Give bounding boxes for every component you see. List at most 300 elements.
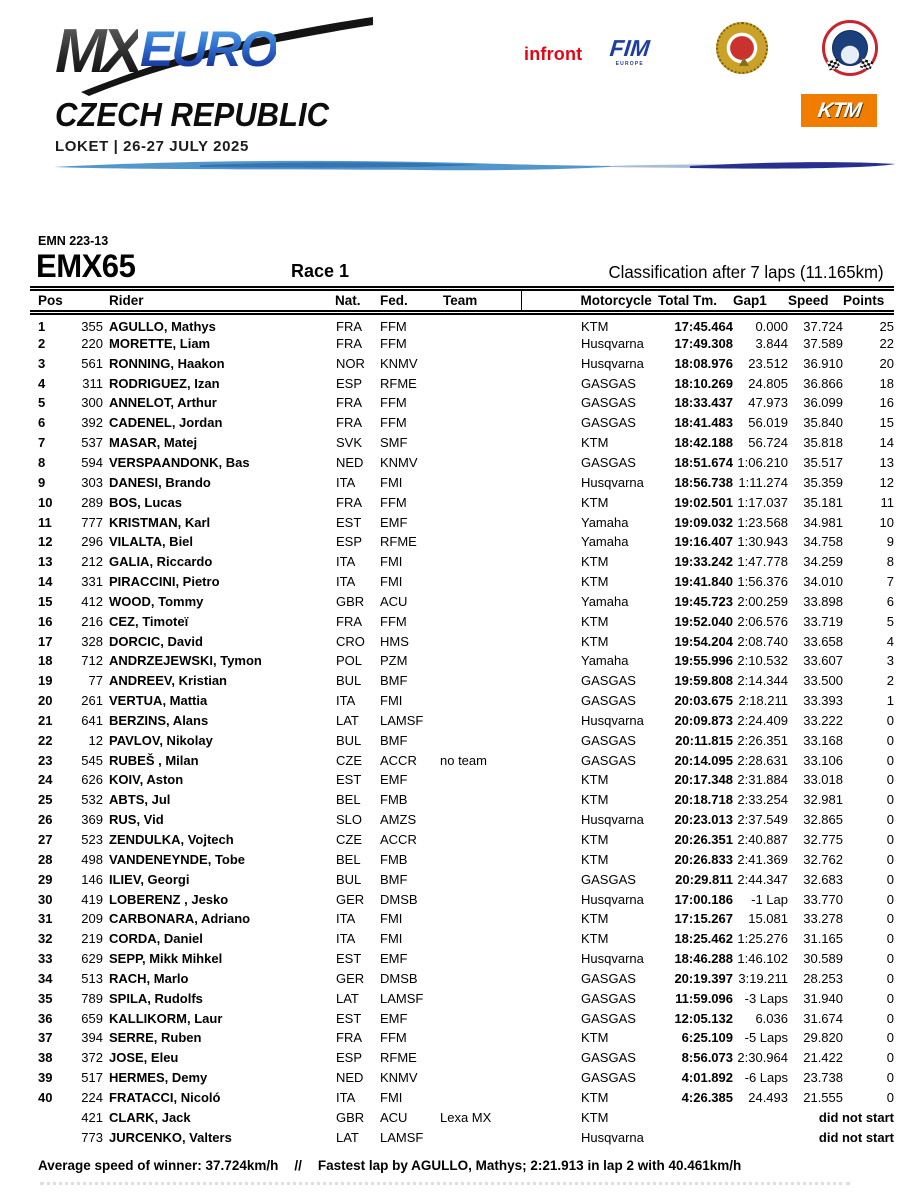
ktm-logo-text: KTM bbox=[816, 98, 862, 122]
table-row bbox=[30, 592, 894, 612]
fim-logo-text: FIM bbox=[608, 35, 651, 61]
cell-nat: EST bbox=[336, 772, 362, 788]
cell-num: 629 bbox=[81, 951, 103, 967]
table-row bbox=[30, 313, 894, 335]
cell-nat: BEL bbox=[336, 851, 361, 867]
cell-nat: EST bbox=[336, 1010, 362, 1026]
ktm-logo bbox=[801, 94, 877, 127]
cell-gap: 2:31.884 bbox=[737, 772, 788, 788]
cell-team bbox=[432, 850, 521, 870]
cell-gap: 56.724 bbox=[748, 435, 788, 451]
cell-pos: 32 bbox=[38, 931, 53, 947]
cell-nat: NOR bbox=[336, 355, 365, 371]
table-row bbox=[30, 691, 894, 711]
cell-pos: 31 bbox=[38, 911, 53, 927]
cell-pts: 6 bbox=[886, 593, 894, 609]
cell-gap: 2:40.887 bbox=[737, 832, 788, 848]
cell-total: 20:17.348 bbox=[674, 772, 733, 788]
cell-pts: 0 bbox=[886, 712, 894, 728]
cell-fed: LAMSF bbox=[380, 1129, 424, 1145]
cell-moto: GASGAS bbox=[581, 395, 636, 411]
mxeuro-logo bbox=[55, 16, 415, 94]
cell-pos: 30 bbox=[38, 891, 53, 907]
cell-total: 20:19.397 bbox=[674, 970, 733, 986]
cell-pts: 0 bbox=[886, 812, 894, 828]
cell-num: 12 bbox=[88, 732, 103, 748]
cell-pts: 3 bbox=[886, 653, 894, 669]
cell-pts: 0 bbox=[886, 931, 894, 947]
cell-team bbox=[432, 612, 521, 632]
did-not-start-label: did not start bbox=[818, 1129, 894, 1145]
cell-total: 19:16.407 bbox=[674, 534, 733, 550]
cell-moto: KTM bbox=[581, 435, 609, 451]
cell-num: 523 bbox=[81, 832, 103, 848]
cell-total: 19:59.808 bbox=[674, 673, 733, 689]
cell-total: 19:09.032 bbox=[674, 514, 733, 530]
cell-num: 498 bbox=[81, 851, 103, 867]
cell-speed: 36.866 bbox=[803, 375, 843, 391]
cell-pos: 39 bbox=[38, 1070, 53, 1086]
cell-pts: 0 bbox=[886, 732, 894, 748]
cell-pos: 35 bbox=[38, 990, 53, 1006]
cell-num: 311 bbox=[82, 375, 103, 391]
cell-team bbox=[432, 1088, 521, 1108]
cell-moto: KTM bbox=[581, 1089, 609, 1105]
cell-moto: GASGAS bbox=[581, 990, 636, 1006]
cell-speed: 33.607 bbox=[803, 653, 843, 669]
cell-num: 412 bbox=[81, 593, 103, 609]
cell-pts: 0 bbox=[886, 832, 894, 848]
cell-pts: 9 bbox=[886, 534, 894, 550]
cell-speed: 28.253 bbox=[803, 970, 843, 986]
cell-nat: GBR bbox=[336, 593, 365, 609]
cell-team bbox=[432, 493, 521, 513]
cell-nat: ESP bbox=[336, 375, 363, 391]
cell-total: 18:10.269 bbox=[674, 375, 733, 391]
table-row bbox=[30, 354, 894, 374]
cell-total: 20:29.811 bbox=[675, 871, 733, 887]
table-row bbox=[30, 1128, 894, 1148]
cell-pts: 15 bbox=[879, 415, 894, 431]
cell-fed: FFM bbox=[380, 395, 407, 411]
cell-total: 20:26.351 bbox=[674, 832, 733, 848]
cell-speed: 29.820 bbox=[803, 1030, 843, 1046]
cell-moto: KTM bbox=[581, 772, 609, 788]
cell-speed: 34.981 bbox=[803, 514, 843, 530]
cell-team bbox=[432, 592, 521, 612]
cell-speed: 35.517 bbox=[803, 454, 843, 470]
cell-nat: ITA bbox=[336, 554, 356, 570]
cell-team bbox=[432, 771, 521, 791]
cell-moto: GASGAS bbox=[581, 673, 636, 689]
cell-nat: CZE bbox=[336, 832, 362, 848]
cell-pos: 19 bbox=[38, 673, 53, 689]
cell-total: 19:41.840 bbox=[674, 574, 733, 590]
cell-fed: FMI bbox=[380, 574, 403, 590]
results-body bbox=[30, 313, 894, 1148]
cell-nat: ITA bbox=[336, 693, 356, 709]
table-row bbox=[30, 731, 894, 751]
cell-name: VERTUA, Mattia bbox=[109, 693, 208, 709]
cell-gap: 2:44.347 bbox=[737, 871, 788, 887]
cell-speed: 33.278 bbox=[803, 911, 843, 927]
cell-speed: 37.724 bbox=[803, 319, 843, 334]
col-header-gap1: Gap1 bbox=[733, 293, 767, 308]
table-row bbox=[30, 374, 894, 394]
cell-name: ILIEV, Georgi bbox=[109, 871, 190, 887]
cell-fed: DMSB bbox=[380, 891, 418, 907]
cell-name: RODRIGUEZ, Izan bbox=[109, 375, 220, 391]
cell-total: 18:08.976 bbox=[674, 355, 733, 371]
cell-pos: 23 bbox=[38, 752, 53, 768]
cell-pts: 0 bbox=[886, 1010, 894, 1026]
cell-name: CARBONARA, Adriano bbox=[109, 911, 251, 927]
cell-gap: 3:19.211 bbox=[738, 970, 788, 986]
cell-speed: 33.222 bbox=[803, 712, 843, 728]
cell-num: 561 bbox=[81, 355, 103, 371]
cell-nat: LAT bbox=[336, 1129, 359, 1145]
cell-num: 419 bbox=[81, 891, 103, 907]
cell-total: 4:26.385 bbox=[681, 1089, 733, 1105]
cell-pts: 7 bbox=[886, 574, 894, 590]
cell-pos: 7 bbox=[38, 435, 46, 451]
cell-pos: 29 bbox=[38, 871, 53, 887]
cell-gap: -3 Laps bbox=[744, 990, 788, 1006]
cell-num: 328 bbox=[81, 633, 103, 649]
cell-speed: 34.259 bbox=[803, 554, 843, 570]
table-row bbox=[30, 929, 894, 949]
cell-nat: ITA bbox=[336, 474, 356, 490]
table-row bbox=[30, 513, 894, 533]
table-row bbox=[30, 1108, 894, 1128]
cell-team bbox=[432, 473, 521, 493]
cell-nat: FRA bbox=[336, 335, 362, 351]
cell-gap: 1:56.376 bbox=[737, 574, 788, 590]
cell-name: FRATACCI, Nicoló bbox=[109, 1089, 221, 1105]
footer-separator: // bbox=[294, 1158, 302, 1173]
col-header-rider: Rider bbox=[109, 293, 144, 308]
cell-nat: CZE bbox=[336, 752, 362, 768]
table-row bbox=[30, 552, 894, 572]
cell-pos bbox=[30, 1108, 66, 1128]
accr-badge-detail bbox=[739, 57, 749, 66]
cell-speed: 31.674 bbox=[803, 1010, 843, 1026]
cell-name: VILALTA, Biel bbox=[109, 534, 194, 550]
checkered-flag-icon bbox=[860, 59, 873, 71]
col-header-nat: Nat. bbox=[335, 293, 361, 308]
cell-gap: 2:30.964 bbox=[737, 1050, 788, 1066]
cell-moto: GASGAS bbox=[581, 1050, 636, 1066]
cell-pos: 33 bbox=[38, 951, 53, 967]
cell-gap: 1:23.568 bbox=[737, 514, 788, 530]
col-header-points: Points bbox=[843, 293, 885, 308]
cell-num: 777 bbox=[81, 514, 103, 530]
cell-num: 659 bbox=[81, 1010, 103, 1026]
cell-pts: 25 bbox=[879, 319, 894, 334]
cell-num: 712 bbox=[81, 653, 103, 669]
cell-pos: 2 bbox=[38, 335, 46, 351]
cell-num: 517 bbox=[81, 1070, 103, 1086]
event-location-date: LOKET | 26-27 JULY 2025 bbox=[55, 138, 249, 155]
cell-moto: GASGAS bbox=[581, 871, 636, 887]
cell-num: 261 bbox=[81, 693, 103, 709]
mx-logo-text: MX bbox=[55, 17, 138, 86]
cell-num: 392 bbox=[81, 415, 103, 431]
cell-moto: KTM bbox=[581, 832, 609, 848]
cell-pts: 0 bbox=[886, 772, 894, 788]
cell-name: JOSE, Eleu bbox=[109, 1050, 179, 1066]
cell-gap: -1 Lap bbox=[751, 891, 788, 907]
cell-team bbox=[432, 890, 521, 910]
cell-pos: 36 bbox=[38, 1010, 53, 1026]
table-row bbox=[30, 671, 894, 691]
col-header-team: Team bbox=[443, 293, 478, 308]
cell-num: 220 bbox=[81, 335, 103, 351]
cell-speed: 31.940 bbox=[803, 990, 843, 1006]
table-row bbox=[30, 394, 894, 414]
cell-pts: 20 bbox=[879, 355, 894, 371]
cell-moto: KTM bbox=[581, 931, 609, 947]
cell-name: MORETTE, Liam bbox=[109, 335, 211, 351]
cell-nat: ITA bbox=[336, 911, 356, 927]
cell-total: 18:41.483 bbox=[674, 415, 733, 431]
cell-team bbox=[432, 313, 521, 335]
cell-team bbox=[432, 433, 521, 453]
col-header-num bbox=[66, 289, 103, 313]
cell-moto: GASGAS bbox=[581, 970, 636, 986]
cell-moto: KTM bbox=[581, 554, 609, 570]
table-row bbox=[30, 790, 894, 810]
cell-pts: 4 bbox=[886, 633, 894, 649]
cell-gap: 24.493 bbox=[748, 1089, 788, 1105]
cell-pts: 1 bbox=[886, 693, 894, 709]
classification-label: Classification after 7 laps (11.165km) bbox=[608, 262, 884, 282]
cell-moto: Yamaha bbox=[581, 514, 629, 530]
table-row bbox=[30, 334, 894, 354]
cell-team bbox=[432, 671, 521, 691]
table-row bbox=[30, 1048, 894, 1068]
cell-pos: 20 bbox=[38, 693, 53, 709]
cell-team: Lexa MX bbox=[440, 1109, 492, 1125]
cell-speed: 32.683 bbox=[803, 871, 843, 887]
cell-moto: GASGAS bbox=[581, 752, 636, 768]
cell-speed: 32.865 bbox=[803, 812, 843, 828]
cell-moto: KTM bbox=[581, 494, 609, 510]
cell-name: RUS, Vid bbox=[109, 812, 164, 828]
cell-name: ZENDULKA, Vojtech bbox=[109, 832, 234, 848]
cell-total: 19:54.204 bbox=[674, 633, 733, 649]
table-row bbox=[30, 711, 894, 731]
table-row bbox=[30, 810, 894, 830]
cell-team bbox=[432, 1009, 521, 1029]
cell-fed: ACCR bbox=[380, 752, 417, 768]
cell-team bbox=[432, 453, 521, 473]
cell-pos: 38 bbox=[38, 1050, 53, 1066]
cell-name: DANESI, Brando bbox=[109, 474, 211, 490]
table-row bbox=[30, 850, 894, 870]
cell-speed: 35.818 bbox=[803, 435, 843, 451]
cell-nat: BUL bbox=[336, 673, 362, 689]
cell-gap: 24.805 bbox=[748, 375, 788, 391]
cell-pos: 16 bbox=[38, 613, 53, 629]
cell-pts: 0 bbox=[886, 871, 894, 887]
cell-name: CORDA, Daniel bbox=[109, 931, 203, 947]
cell-team bbox=[432, 394, 521, 414]
cell-nat: EST bbox=[336, 514, 362, 530]
cell-pos bbox=[30, 1128, 66, 1148]
cell-fed: ACU bbox=[380, 593, 408, 609]
table-row bbox=[30, 493, 894, 513]
table-row bbox=[30, 870, 894, 890]
cell-gap: 2:33.254 bbox=[737, 792, 788, 808]
cell-nat: GBR bbox=[336, 1109, 365, 1125]
cell-name: SERRE, Ruben bbox=[109, 1030, 202, 1046]
cell-pts: 14 bbox=[879, 435, 894, 451]
cell-nat: POL bbox=[336, 653, 363, 669]
cell-team bbox=[432, 1068, 521, 1088]
cell-num: 372 bbox=[81, 1050, 103, 1066]
cell-gap: 1:06.210 bbox=[737, 454, 788, 470]
cell-total: 11:59.096 bbox=[675, 990, 733, 1006]
cell-moto: GASGAS bbox=[581, 454, 636, 470]
cell-name: GALIA, Riccardo bbox=[109, 554, 213, 570]
cell-speed: 37.589 bbox=[803, 335, 843, 351]
cell-nat: ESP bbox=[336, 1050, 363, 1066]
cell-gap: 2:18.211 bbox=[738, 693, 788, 709]
cell-num: 545 bbox=[81, 752, 103, 768]
cell-pos: 27 bbox=[38, 832, 53, 848]
cell-speed: 34.010 bbox=[803, 574, 843, 590]
cell-pos: 15 bbox=[38, 593, 53, 609]
cell-name: CLARK, Jack bbox=[109, 1109, 191, 1125]
cell-moto: GASGAS bbox=[581, 732, 636, 748]
table-row bbox=[30, 433, 894, 453]
cell-fed: FFM bbox=[380, 415, 407, 431]
automoto-club-badge-icon bbox=[822, 20, 878, 76]
cell-gap: 2:10.532 bbox=[737, 653, 788, 669]
cell-pts: 13 bbox=[879, 454, 894, 470]
cell-pos: 3 bbox=[38, 355, 46, 371]
cell-speed: 30.589 bbox=[803, 951, 843, 967]
cell-pts: 2 bbox=[886, 673, 894, 689]
cell-pos: 37 bbox=[38, 1030, 53, 1046]
cell-fed: RFME bbox=[380, 1050, 417, 1066]
cell-fed: FMI bbox=[380, 693, 403, 709]
cell-speed: 36.099 bbox=[803, 395, 843, 411]
cell-pts: 8 bbox=[886, 554, 894, 570]
table-row bbox=[30, 572, 894, 592]
cell-total: 20:23.013 bbox=[674, 812, 733, 828]
cell-fed: KNMV bbox=[380, 1070, 418, 1086]
cell-moto: KTM bbox=[581, 319, 609, 334]
cell-name: RONNING, Haakon bbox=[109, 355, 225, 371]
page-cutoff-line bbox=[40, 1182, 850, 1185]
cell-team bbox=[432, 1048, 521, 1068]
cell-speed: 33.393 bbox=[803, 693, 843, 709]
cell-name: VANDENEYNDE, Tobe bbox=[109, 851, 246, 867]
accr-badge-icon bbox=[716, 22, 768, 74]
table-row bbox=[30, 632, 894, 652]
table-row bbox=[30, 890, 894, 910]
cell-total: 18:46.288 bbox=[674, 951, 733, 967]
cell-team bbox=[432, 632, 521, 652]
cell-name: PAVLOV, Nikolay bbox=[109, 732, 213, 748]
cell-pts: 0 bbox=[886, 990, 894, 1006]
col-header-pos: Pos bbox=[38, 293, 63, 308]
cell-pts: 18 bbox=[879, 375, 894, 391]
cell-total: 19:45.723 bbox=[674, 593, 733, 609]
cell-moto: KTM bbox=[581, 633, 609, 649]
did-not-start-label: did not start bbox=[818, 1109, 894, 1125]
cell-fed: FFM bbox=[380, 613, 407, 629]
cell-speed: 31.165 bbox=[803, 931, 843, 947]
cell-moto: GASGAS bbox=[581, 693, 636, 709]
table-row bbox=[30, 413, 894, 433]
cell-num: 532 bbox=[81, 792, 103, 808]
cell-fed: EMF bbox=[380, 1010, 408, 1026]
cell-name: BOS, Lucas bbox=[109, 494, 182, 510]
cell-gap: -6 Laps bbox=[744, 1070, 788, 1086]
cell-name: JURCENKO, Valters bbox=[109, 1129, 232, 1145]
cell-moto: KTM bbox=[581, 574, 609, 590]
table-row bbox=[30, 989, 894, 1009]
cell-name: ANDREEV, Kristian bbox=[109, 673, 227, 689]
cell-speed: 21.555 bbox=[803, 1089, 843, 1105]
footer-stats bbox=[38, 1158, 741, 1173]
cell-fed: HMS bbox=[380, 633, 409, 649]
cell-moto: Yamaha bbox=[581, 653, 629, 669]
cell-moto: Husqvarna bbox=[581, 712, 644, 728]
cell-pts: 0 bbox=[886, 851, 894, 867]
cell-pos: 21 bbox=[38, 712, 53, 728]
cell-total: 6:25.109 bbox=[681, 1030, 733, 1046]
cell-name: RACH, Marlo bbox=[109, 970, 189, 986]
table-row bbox=[30, 473, 894, 493]
cell-total: 20:03.675 bbox=[674, 693, 733, 709]
cell-pos: 9 bbox=[38, 474, 46, 490]
cell-total: 18:25.462 bbox=[674, 931, 733, 947]
cell-pts: 0 bbox=[886, 792, 894, 808]
cell-team bbox=[432, 652, 521, 672]
cell-gap: 1:30.943 bbox=[737, 534, 788, 550]
cell-num: 296 bbox=[81, 534, 103, 550]
cell-num: 369 bbox=[81, 812, 103, 828]
cell-moto: KTM bbox=[581, 792, 609, 808]
cell-speed: 35.359 bbox=[803, 474, 843, 490]
table-row bbox=[30, 1068, 894, 1088]
cell-gap: 2:08.740 bbox=[737, 633, 788, 649]
cell-nat: SLO bbox=[336, 812, 363, 828]
cell-fed: FMI bbox=[380, 911, 403, 927]
cell-moto: KTM bbox=[581, 911, 609, 927]
cell-num: 289 bbox=[81, 494, 103, 510]
cell-team bbox=[432, 929, 521, 949]
cell-num: 626 bbox=[81, 772, 103, 788]
cell-nat: ITA bbox=[336, 1089, 356, 1105]
cell-nat: NED bbox=[336, 1070, 364, 1086]
cell-pos: 18 bbox=[38, 653, 53, 669]
fastest-lap-text: Fastest lap by AGULLO, Mathys; 2:21.913 in lap 2 with 40.461km/h bbox=[317, 1158, 742, 1173]
col-header-motorcycle: Motorcycle bbox=[521, 289, 658, 313]
cell-total: 12:05.132 bbox=[674, 1010, 733, 1026]
cell-nat: FRA bbox=[336, 415, 362, 431]
cell-nat: LAT bbox=[336, 712, 359, 728]
cell-nat: SVK bbox=[336, 435, 363, 451]
cell-team: no team bbox=[440, 752, 487, 768]
cell-gap: 1:47.778 bbox=[737, 554, 788, 570]
cell-total: 4:01.892 bbox=[681, 1070, 733, 1086]
cell-name: ANDRZEJEWSKI, Tymon bbox=[109, 653, 262, 669]
